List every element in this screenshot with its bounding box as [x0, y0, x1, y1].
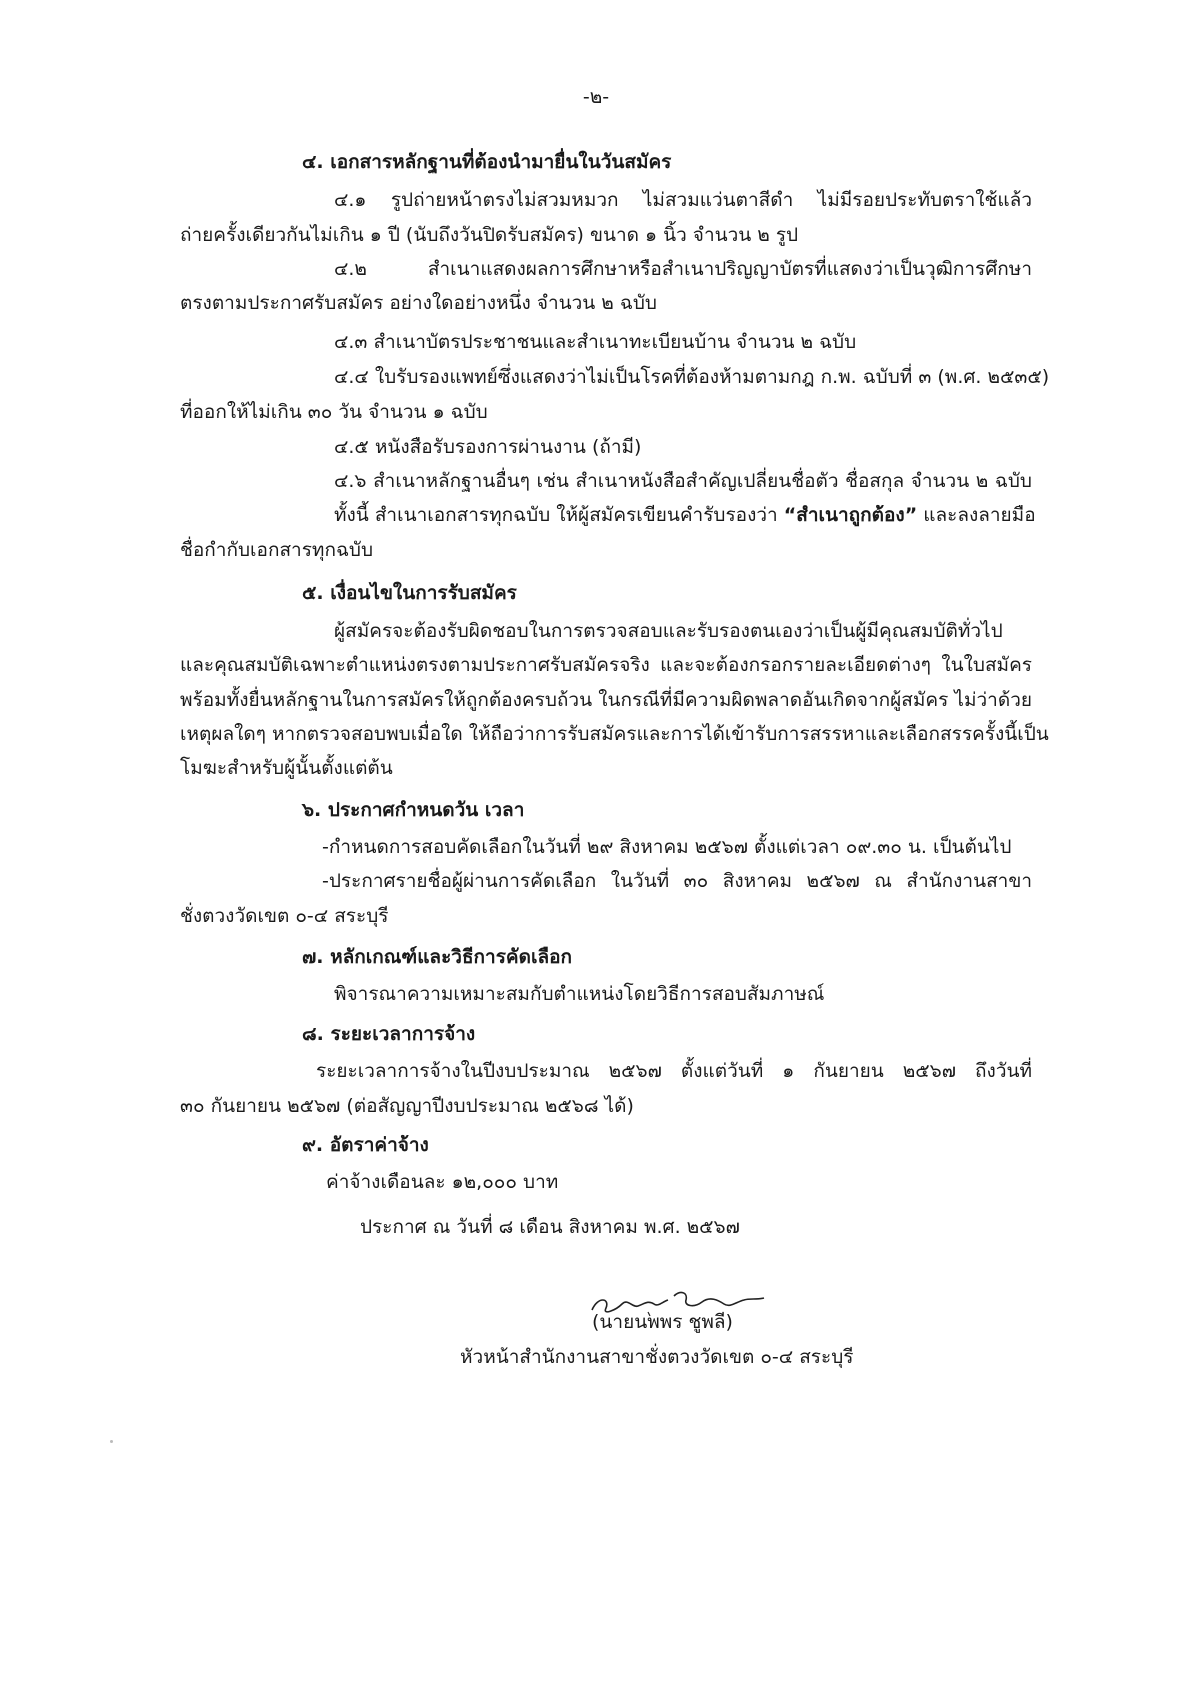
section-4-line: ชื่อกำกับเอกสารทุกฉบับ [180, 539, 374, 561]
announce-date: ประกาศ ณ วันที่ ๘ เดือน สิงหาคม พ.ศ. ๒๕๖๗ [360, 1216, 740, 1238]
section-5-heading: ๕. เงื่อนไขในการรับสมัคร [302, 582, 517, 604]
section-7-heading: ๗. หลักเกณฑ์และวิธีการคัดเลือก [302, 946, 573, 968]
section-6-line: -ประกาศรายชื่อผู้ผ่านการคัดเลือก ในวันที่ ๓๐ สิงหาคม ๒๕๖๗ ณ สำนักงานสาขา [322, 870, 1032, 892]
section-4-line: ๔.๖ สำเนาหลักฐานอื่นๆ เช่น สำเนาหนังสือสำคัญเปลี่ยนชื่อตัว ชื่อสกุล จำนวน ๒ ฉบับ [334, 470, 1032, 492]
scan-speck [110, 1440, 113, 1443]
section-4-line: ๔.๓ สำเนาบัตรประชาชนและสำเนาทะเบียนบ้าน จำนวน ๒ ฉบับ [334, 331, 857, 353]
section-4-line: ๔.๔ ใบรับรองแพทย์ซึ่งแสดงว่าไม่เป็นโรคที่ต้องห้ามตามกฎ ก.พ. ฉบับที่ ๓ (พ.ศ. ๒๕๓๕) [334, 366, 1050, 388]
section-8-line: ๓๐ กันยายน ๒๕๖๗ (ต่อสัญญาปีงบประมาณ ๒๕๖๘ ได้) [180, 1095, 634, 1117]
section-5-line: และคุณสมบัติเฉพาะตำแหน่งตรงตามประกาศรับสมัครจริง และจะต้องกรอกรายละเอียดต่างๆ ในใบสมัคร [180, 654, 1032, 676]
certify-phrase: “สำเนาถูกต้อง” [783, 504, 918, 526]
section-9-heading: ๙. อัตราค่าจ้าง [302, 1134, 429, 1156]
section-5-line: โมฆะสำหรับผู้นั้นตั้งแต่ต้น [180, 757, 393, 779]
section-4-line: ที่ออกให้ไม่เกิน ๓๐ วัน จำนวน ๑ ฉบับ [180, 401, 488, 423]
section-6-line: -กำหนดการสอบคัดเลือกในวันที่ ๒๙ สิงหาคม ๒๕๖๗ ตั้งแต่เวลา ๐๙.๓๐ น. เป็นต้นไป [322, 836, 1012, 858]
section-4-certify-line [334, 502, 1036, 528]
section-4-line: ๔.๒ สำเนาแสดงผลการศึกษาหรือสำเนาปริญญาบัตรที่แสดงว่าเป็นวุฒิการศึกษา [334, 258, 1032, 280]
certify-text: ทั้งนี้ สำเนาเอกสารทุกฉบับ ให้ผู้สมัครเขียนคำรับรองว่า [334, 504, 784, 526]
page-number: -๒- [582, 86, 610, 108]
section-7-line: พิจารณาความเหมาะสมกับตำแหน่งโดยวิธีการสอบสัมภาษณ์ [334, 983, 825, 1005]
certify-text-end: และลงลายมือ [917, 504, 1036, 526]
section-8-line: ระยะเวลาการจ้างในปีงบประมาณ ๒๕๖๗ ตั้งแต่วันที่ ๑ กันยายน ๒๕๖๗ ถึงวันที่ [316, 1060, 1032, 1082]
signer-title: หัวหน้าสำนักงานสาขาชั่งตวงวัดเขต ๐-๔ สระบุรี [460, 1346, 854, 1368]
section-5-line: เหตุผลใดๆ หากตรวจสอบพบเมื่อใด ให้ถือว่าการรับสมัครและการได้เข้ารับการสรรหาและเลือกสรรครั้งนี้เป็น [180, 723, 1049, 745]
section-4-heading: ๔. เอกสารหลักฐานที่ต้องนำมายื่นในวันสมัคร [302, 151, 672, 173]
section-5-line: ผู้สมัครจะต้องรับผิดชอบในการตรวจสอบและรับรองตนเองว่าเป็นผู้มีคุณสมบัติทั่วไป [334, 620, 1003, 642]
section-4-line: ตรงตามประกาศรับสมัคร อย่างใดอย่างหนึ่ง จำนวน ๒ ฉบับ [180, 292, 657, 314]
section-5-line: พร้อมทั้งยื่นหลักฐานในการสมัครให้ถูกต้องครบถ้วน ในกรณีที่มีความผิดพลาดอันเกิดจากผู้สมัคร ไม่ว่าด้วย [180, 689, 1032, 711]
section-8-heading: ๘. ระยะเวลาการจ้าง [302, 1023, 476, 1045]
signer-name: (นายนพพร ชูพลี) [592, 1311, 733, 1333]
section-6-heading: ๖. ประกาศกำหนดวัน เวลา [302, 799, 525, 821]
section-6-line: ชั่งตวงวัดเขต ๐-๔ สระบุรี [180, 905, 389, 927]
section-4-line: ๔.๕ หนังสือรับรองการผ่านงาน (ถ้ามี) [334, 436, 642, 458]
section-9-line: ค่าจ้างเดือนละ ๑๒,๐๐๐ บาท [326, 1171, 559, 1193]
section-4-line: ๔.๑ รูปถ่ายหน้าตรงไม่สวมหมวก ไม่สวมแว่นตาสีดำ ไม่มีรอยประทับตราใช้แล้ว [334, 189, 1032, 211]
section-4-line: ถ่ายครั้งเดียวกันไม่เกิน ๑ ปี (นับถึงวันปิดรับสมัคร) ขนาด ๑ นิ้ว จำนวน ๒ รูป [180, 224, 799, 246]
